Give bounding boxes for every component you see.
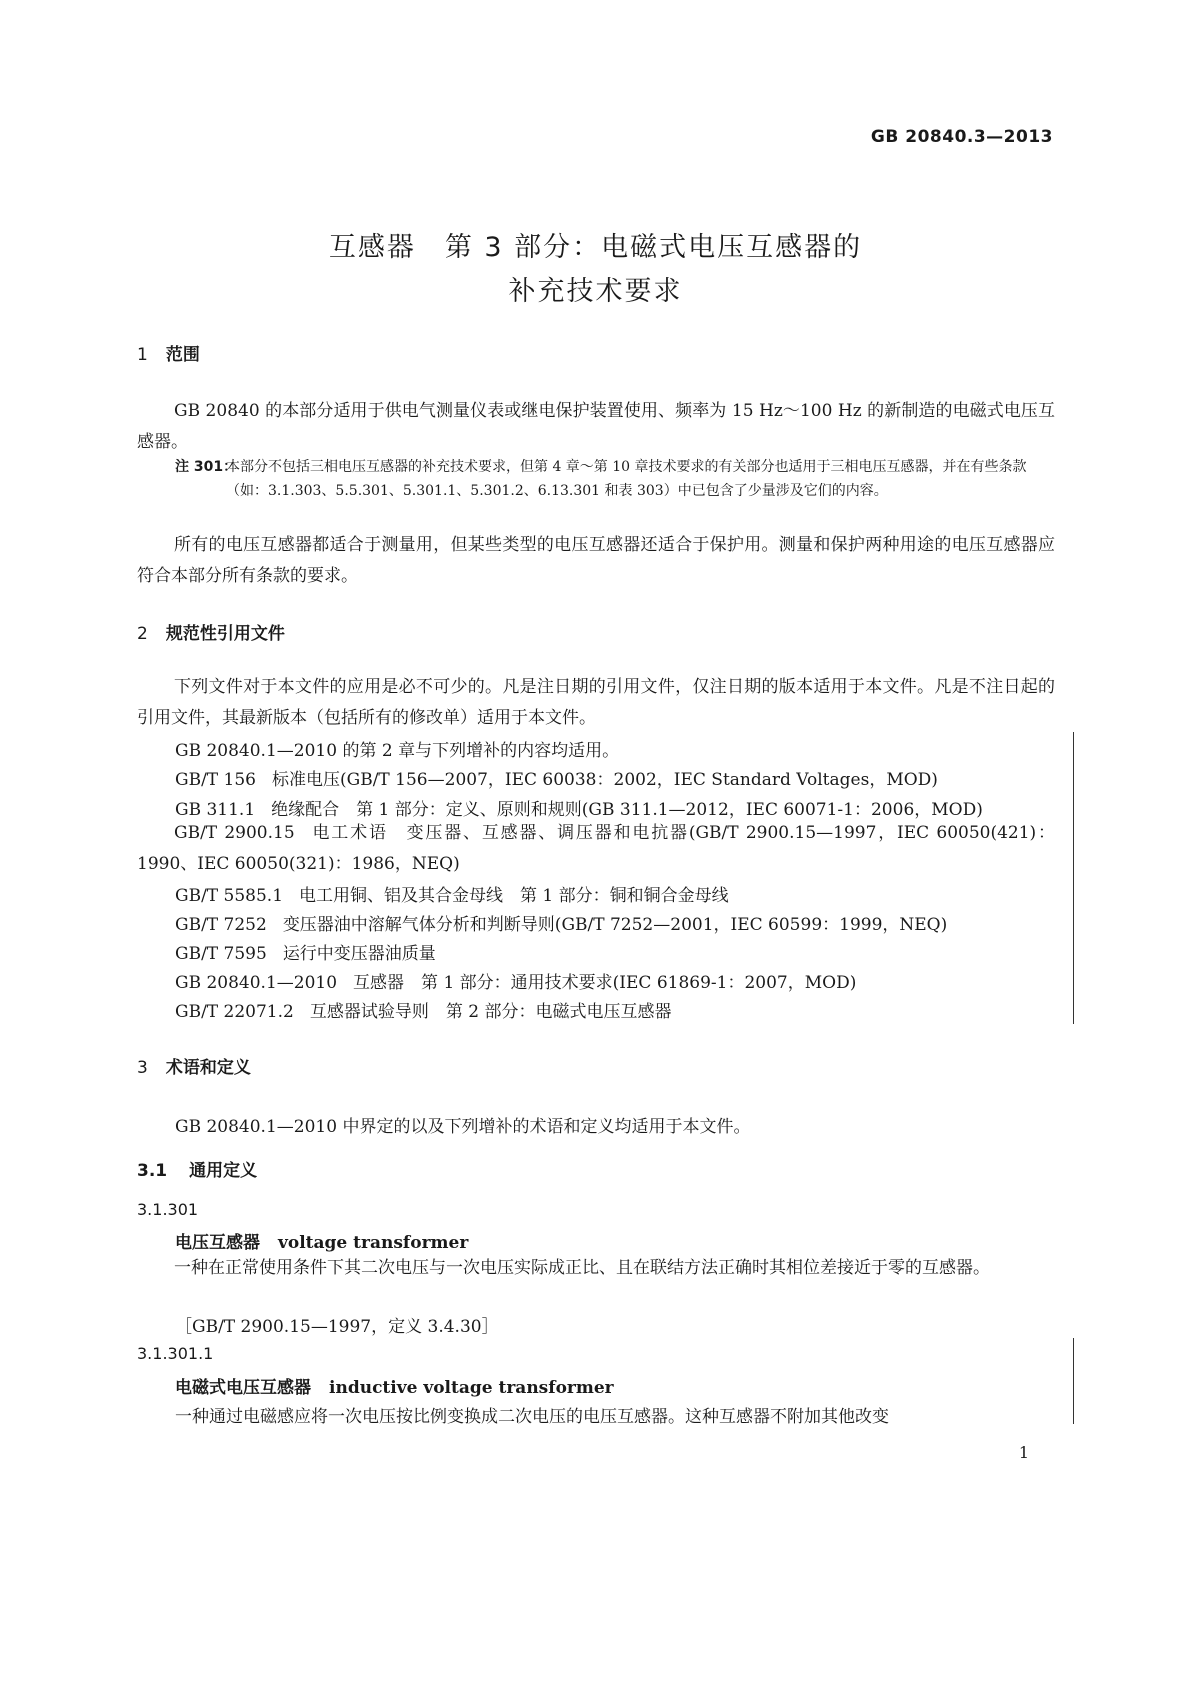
section-2-statement: GB 20840.1—2010 的第 2 章与下列增补的内容均适用。: [175, 741, 620, 761]
reference-code: GB/T 7252: [175, 915, 267, 935]
section-2-intro: 下列文件对于本文件的应用是必不可少的。凡是注日期的引用文件，仅注日期的版本适用于本文件。凡是不注日起的引用文件，其最新版本（包括所有的修改单）适用于本文件。: [137, 677, 1055, 728]
section-number: 1: [137, 345, 148, 365]
title-line-1: 互感器 第 3 部分：电磁式电压互感器的: [328, 232, 863, 263]
term-heading: [175, 1373, 614, 1398]
subsection-title: 通用定义: [189, 1161, 258, 1181]
reference-code: GB/T 2900.15: [174, 823, 295, 843]
document-title: [0, 226, 1191, 314]
change-bar: [1073, 732, 1074, 1024]
change-bar: [1073, 1338, 1074, 1424]
note-301: [175, 455, 1055, 503]
reference-code: GB/T 7595: [175, 944, 267, 964]
section-1-paragraph-1: GB 20840 的本部分适用于供电气测量仪表或继电保护装置使用、频率为 15 Hz～100 Hz 的新制造的电磁式电压互感器。: [137, 401, 1055, 452]
reference-title: 运行中变压器油质量: [282, 944, 436, 964]
reference-title: 互感器试验导则 第 2 部分：电磁式电压互感器: [309, 1002, 672, 1022]
reference-item: [175, 765, 938, 790]
reference-item: [175, 881, 729, 906]
section-title: 规范性引用文件: [165, 624, 285, 644]
standard-number: GB 20840.3—2013: [870, 127, 1053, 147]
term-number: 3.1.301: [137, 1200, 199, 1219]
reference-title: 绝缘配合 第 1 部分：定义、原则和规则(GB 311.1—2012，IEC 60071-1：2006，MOD): [271, 800, 983, 820]
reference-item: [175, 939, 436, 964]
term-english: voltage transformer: [278, 1233, 469, 1253]
term-definition: 一种通过电磁感应将一次电压按比例变换成二次电压的电压互感器。这种互感器不附加其他改变: [175, 1407, 889, 1427]
section-number: 2: [137, 624, 148, 644]
section-3-heading: [137, 1053, 251, 1078]
reference-title: 电工术语 变压器、互感器、调压器和电抗器(GB/T 2900.15—1997，IEC 60050(421)：1990、IEC 60050(321)：1986，NEQ): [137, 823, 1055, 874]
section-3-paragraph: GB 20840.1—2010 中界定的以及下列增补的术语和定义均适用于本文件。: [175, 1117, 751, 1137]
note-text: 本部分不包括三相电压互感器的补充技术要求，但第 4 章～第 10 章技术要求的有关部分也适用于三相电压互感器，并在有些条款（如：3.1.303、5.5.301、5.301.1、5.301.2、6.13.301 和表 303）中已包含了少量涉及它们的内容。: [226, 459, 1027, 499]
term-chinese: 电磁式电压互感器: [175, 1378, 311, 1398]
reference-code: GB/T 22071.2: [175, 1002, 294, 1022]
note-label: 注 301：: [175, 459, 238, 475]
reference-code: GB 20840.1—2010: [175, 973, 338, 993]
reference-item: [137, 818, 1055, 880]
term-heading: [175, 1228, 468, 1253]
subsection-3-1-heading: [137, 1156, 257, 1181]
term-number: 3.1.301.1: [137, 1344, 214, 1363]
reference-title: 标准电压(GB/T 156—2007，IEC 60038：2002，IEC Standard Voltages，MOD): [272, 770, 938, 790]
section-1-heading: [137, 340, 200, 365]
reference-code: GB/T 5585.1: [175, 886, 284, 906]
term-english: inductive voltage transformer: [329, 1378, 614, 1398]
section-number: 3: [137, 1058, 148, 1078]
reference-code: GB/T 156: [175, 770, 256, 790]
section-2-heading: [137, 619, 285, 644]
reference-item: [175, 968, 856, 993]
reference-title: 变压器油中溶解气体分析和判断导则(GB/T 7252—2001，IEC 60599：1999，NEQ): [282, 915, 948, 935]
reference-item: [175, 997, 671, 1022]
reference-code: GB 311.1: [175, 800, 256, 820]
section-title: 术语和定义: [165, 1058, 251, 1078]
section-title: 范围: [165, 345, 200, 365]
reference-title: 电工用铜、铝及其合金母线 第 1 部分：铜和铜合金母线: [299, 886, 729, 906]
reference-title: 互感器 第 1 部分：通用技术要求(IEC 61869-1：2007，MOD): [353, 973, 857, 993]
title-line-2: 补充技术要求: [508, 276, 683, 307]
term-chinese: 电压互感器: [175, 1233, 260, 1253]
term-source: ［GB/T 2900.15—1997，定义 3.4.30］: [175, 1317, 499, 1337]
section-1-paragraph-2: 所有的电压互感器都适合于测量用，但某些类型的电压互感器还适合于保护用。测量和保护两种用途的电压互感器应符合本部分所有条款的要求。: [137, 535, 1055, 586]
term-definition: 一种在正常使用条件下其二次电压与一次电压实际成正比、且在联结方法正确时其相位差接近于零的互感器。: [174, 1258, 990, 1278]
reference-item: [175, 795, 983, 820]
subsection-number: 3.1: [137, 1161, 168, 1181]
page-number: 1: [1018, 1443, 1029, 1462]
reference-item: [175, 910, 947, 935]
